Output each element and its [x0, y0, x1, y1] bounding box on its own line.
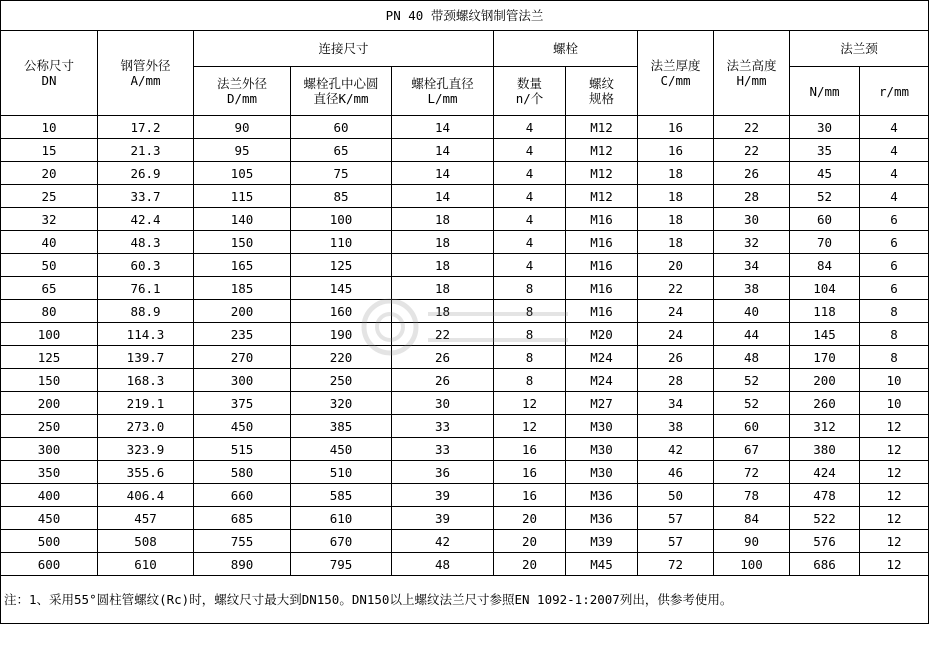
cell-bolt-circle: 250	[291, 369, 392, 392]
cell-bolt-qty: 4	[494, 162, 566, 185]
cell-bolt-hole: 14	[392, 139, 494, 162]
cell-bolt-circle: 450	[291, 438, 392, 461]
cell-thickness: 28	[638, 369, 714, 392]
table-row	[1, 415, 929, 438]
cell-bolt-thread: M45	[566, 553, 638, 576]
cell-bolt-circle: 75	[291, 162, 392, 185]
cell-bolt-circle: 585	[291, 484, 392, 507]
cell-bolt-qty: 16	[494, 438, 566, 461]
cell-bolt-thread: M16	[566, 300, 638, 323]
cell-neck-n: 84	[790, 254, 860, 277]
cell-dn: 100	[1, 323, 98, 346]
cell-flange-od: 235	[194, 323, 291, 346]
cell-bolt-thread: M12	[566, 116, 638, 139]
header-connection: 连接尺寸	[194, 31, 494, 67]
cell-bolt-thread: M16	[566, 254, 638, 277]
cell-bolt-qty: 20	[494, 530, 566, 553]
cell-flange-od: 105	[194, 162, 291, 185]
cell-bolt-circle: 385	[291, 415, 392, 438]
cell-bolt-qty: 8	[494, 346, 566, 369]
cell-dn: 20	[1, 162, 98, 185]
cell-height: 52	[714, 369, 790, 392]
cell-thickness: 20	[638, 254, 714, 277]
cell-dn: 300	[1, 438, 98, 461]
cell-flange-od: 140	[194, 208, 291, 231]
cell-bolt-circle: 795	[291, 553, 392, 576]
cell-neck-r: 12	[860, 438, 929, 461]
cell-height: 38	[714, 277, 790, 300]
cell-thickness: 18	[638, 231, 714, 254]
cell-neck-n: 424	[790, 461, 860, 484]
cell-neck-r: 8	[860, 346, 929, 369]
header-bolt-circle: 螺栓孔中心圆 直径K/mm	[291, 67, 392, 116]
header-flange-od: 法兰外径 D/mm	[194, 67, 291, 116]
cell-neck-n: 260	[790, 392, 860, 415]
cell-bolt-qty: 8	[494, 300, 566, 323]
cell-bolt-qty: 12	[494, 415, 566, 438]
header-bolt-qty: 数量 n/个	[494, 67, 566, 116]
cell-bolt-hole: 39	[392, 507, 494, 530]
cell-bolt-hole: 18	[392, 300, 494, 323]
cell-dn: 450	[1, 507, 98, 530]
cell-bolt-thread: M16	[566, 277, 638, 300]
cell-pipe-od: 26.9	[98, 162, 194, 185]
cell-bolt-thread: M36	[566, 484, 638, 507]
cell-bolt-thread: M24	[566, 346, 638, 369]
cell-height: 22	[714, 116, 790, 139]
cell-height: 28	[714, 185, 790, 208]
cell-bolt-hole: 14	[392, 162, 494, 185]
cell-bolt-hole: 36	[392, 461, 494, 484]
table-row	[1, 277, 929, 300]
table-row	[1, 323, 929, 346]
cell-neck-n: 312	[790, 415, 860, 438]
cell-bolt-qty: 20	[494, 507, 566, 530]
cell-neck-r: 4	[860, 162, 929, 185]
cell-flange-od: 515	[194, 438, 291, 461]
cell-bolt-hole: 42	[392, 530, 494, 553]
cell-bolt-hole: 22	[392, 323, 494, 346]
cell-pipe-od: 48.3	[98, 231, 194, 254]
cell-thickness: 18	[638, 208, 714, 231]
cell-height: 26	[714, 162, 790, 185]
cell-neck-r: 8	[860, 323, 929, 346]
cell-pipe-od: 355.6	[98, 461, 194, 484]
cell-bolt-thread: M12	[566, 139, 638, 162]
cell-bolt-thread: M30	[566, 438, 638, 461]
cell-bolt-thread: M39	[566, 530, 638, 553]
cell-pipe-od: 406.4	[98, 484, 194, 507]
cell-bolt-thread: M30	[566, 415, 638, 438]
cell-bolt-qty: 4	[494, 208, 566, 231]
cell-dn: 25	[1, 185, 98, 208]
cell-neck-n: 686	[790, 553, 860, 576]
cell-neck-r: 10	[860, 369, 929, 392]
cell-neck-n: 104	[790, 277, 860, 300]
cell-bolt-circle: 65	[291, 139, 392, 162]
cell-neck-n: 478	[790, 484, 860, 507]
cell-flange-od: 200	[194, 300, 291, 323]
cell-neck-r: 4	[860, 139, 929, 162]
table-row	[1, 484, 929, 507]
cell-thickness: 16	[638, 116, 714, 139]
cell-bolt-hole: 33	[392, 438, 494, 461]
cell-dn: 50	[1, 254, 98, 277]
table-row	[1, 185, 929, 208]
cell-thickness: 42	[638, 438, 714, 461]
header-neck-r: r/mm	[860, 67, 929, 116]
cell-thickness: 38	[638, 415, 714, 438]
cell-dn: 400	[1, 484, 98, 507]
cell-neck-r: 6	[860, 231, 929, 254]
table-body	[1, 116, 929, 576]
cell-bolt-circle: 220	[291, 346, 392, 369]
cell-bolt-hole: 33	[392, 415, 494, 438]
cell-thickness: 16	[638, 139, 714, 162]
cell-neck-n: 35	[790, 139, 860, 162]
cell-pipe-od: 114.3	[98, 323, 194, 346]
cell-bolt-circle: 110	[291, 231, 392, 254]
cell-bolt-circle: 160	[291, 300, 392, 323]
cell-pipe-od: 21.3	[98, 139, 194, 162]
cell-neck-r: 12	[860, 484, 929, 507]
table-row	[1, 208, 929, 231]
cell-flange-od: 150	[194, 231, 291, 254]
cell-bolt-circle: 670	[291, 530, 392, 553]
cell-flange-od: 450	[194, 415, 291, 438]
cell-thickness: 57	[638, 507, 714, 530]
cell-thickness: 72	[638, 553, 714, 576]
cell-bolt-hole: 30	[392, 392, 494, 415]
cell-neck-n: 118	[790, 300, 860, 323]
table-row	[1, 139, 929, 162]
cell-neck-n: 60	[790, 208, 860, 231]
cell-dn: 500	[1, 530, 98, 553]
header-height: 法兰高度 H/mm	[714, 31, 790, 116]
cell-bolt-circle: 100	[291, 208, 392, 231]
cell-bolt-qty: 4	[494, 116, 566, 139]
cell-flange-od: 115	[194, 185, 291, 208]
cell-neck-n: 576	[790, 530, 860, 553]
cell-bolt-qty: 8	[494, 277, 566, 300]
table-title: PN 40 带颈螺纹钢制管法兰	[1, 1, 929, 31]
cell-bolt-qty: 8	[494, 369, 566, 392]
cell-neck-r: 12	[860, 415, 929, 438]
table-row	[1, 300, 929, 323]
cell-neck-r: 12	[860, 461, 929, 484]
cell-pipe-od: 139.7	[98, 346, 194, 369]
cell-thickness: 22	[638, 277, 714, 300]
cell-thickness: 46	[638, 461, 714, 484]
cell-neck-n: 70	[790, 231, 860, 254]
cell-bolt-circle: 610	[291, 507, 392, 530]
cell-bolt-circle: 145	[291, 277, 392, 300]
header-neck: 法兰颈	[790, 31, 929, 67]
cell-neck-r: 6	[860, 277, 929, 300]
cell-flange-od: 580	[194, 461, 291, 484]
cell-dn: 10	[1, 116, 98, 139]
cell-neck-n: 170	[790, 346, 860, 369]
cell-bolt-qty: 4	[494, 139, 566, 162]
cell-thickness: 57	[638, 530, 714, 553]
table-row	[1, 507, 929, 530]
cell-flange-od: 375	[194, 392, 291, 415]
cell-flange-od: 755	[194, 530, 291, 553]
cell-pipe-od: 323.9	[98, 438, 194, 461]
cell-pipe-od: 88.9	[98, 300, 194, 323]
cell-bolt-qty: 16	[494, 484, 566, 507]
cell-bolt-thread: M20	[566, 323, 638, 346]
cell-flange-od: 660	[194, 484, 291, 507]
cell-neck-r: 4	[860, 185, 929, 208]
cell-flange-od: 685	[194, 507, 291, 530]
cell-neck-n: 200	[790, 369, 860, 392]
cell-neck-r: 6	[860, 208, 929, 231]
cell-dn: 200	[1, 392, 98, 415]
cell-thickness: 18	[638, 162, 714, 185]
cell-height: 40	[714, 300, 790, 323]
cell-bolt-hole: 14	[392, 116, 494, 139]
cell-flange-od: 165	[194, 254, 291, 277]
cell-pipe-od: 610	[98, 553, 194, 576]
table-row	[1, 231, 929, 254]
cell-bolt-hole: 48	[392, 553, 494, 576]
cell-bolt-thread: M16	[566, 208, 638, 231]
table-row	[1, 346, 929, 369]
cell-neck-r: 6	[860, 254, 929, 277]
cell-neck-n: 52	[790, 185, 860, 208]
cell-neck-n: 145	[790, 323, 860, 346]
cell-thickness: 18	[638, 185, 714, 208]
cell-bolt-thread: M12	[566, 185, 638, 208]
cell-flange-od: 270	[194, 346, 291, 369]
cell-bolt-qty: 4	[494, 254, 566, 277]
cell-dn: 150	[1, 369, 98, 392]
cell-dn: 15	[1, 139, 98, 162]
cell-bolt-hole: 26	[392, 369, 494, 392]
cell-dn: 80	[1, 300, 98, 323]
cell-height: 90	[714, 530, 790, 553]
cell-dn: 600	[1, 553, 98, 576]
cell-height: 84	[714, 507, 790, 530]
cell-height: 52	[714, 392, 790, 415]
table-row	[1, 530, 929, 553]
cell-bolt-qty: 8	[494, 323, 566, 346]
cell-dn: 350	[1, 461, 98, 484]
cell-bolt-thread: M36	[566, 507, 638, 530]
cell-height: 22	[714, 139, 790, 162]
cell-neck-r: 12	[860, 553, 929, 576]
cell-pipe-od: 76.1	[98, 277, 194, 300]
cell-height: 30	[714, 208, 790, 231]
header-thickness: 法兰厚度 C/mm	[638, 31, 714, 116]
header-bolts: 螺栓	[494, 31, 638, 67]
cell-neck-r: 12	[860, 507, 929, 530]
cell-neck-n: 45	[790, 162, 860, 185]
cell-height: 67	[714, 438, 790, 461]
cell-bolt-qty: 20	[494, 553, 566, 576]
cell-bolt-hole: 18	[392, 208, 494, 231]
cell-bolt-qty: 4	[494, 185, 566, 208]
cell-bolt-circle: 320	[291, 392, 392, 415]
header-neck-n: N/mm	[790, 67, 860, 116]
table-row	[1, 438, 929, 461]
cell-bolt-circle: 85	[291, 185, 392, 208]
cell-bolt-circle: 510	[291, 461, 392, 484]
header-bolt-thread: 螺纹 规格	[566, 67, 638, 116]
cell-height: 78	[714, 484, 790, 507]
cell-pipe-od: 42.4	[98, 208, 194, 231]
cell-bolt-hole: 39	[392, 484, 494, 507]
cell-bolt-qty: 4	[494, 231, 566, 254]
cell-height: 32	[714, 231, 790, 254]
cell-flange-od: 90	[194, 116, 291, 139]
cell-neck-r: 4	[860, 116, 929, 139]
table-row	[1, 461, 929, 484]
cell-dn: 65	[1, 277, 98, 300]
cell-pipe-od: 508	[98, 530, 194, 553]
cell-bolt-thread: M24	[566, 369, 638, 392]
cell-height: 100	[714, 553, 790, 576]
table-row	[1, 254, 929, 277]
cell-neck-r: 12	[860, 530, 929, 553]
cell-pipe-od: 219.1	[98, 392, 194, 415]
cell-thickness: 26	[638, 346, 714, 369]
cell-bolt-circle: 190	[291, 323, 392, 346]
cell-thickness: 24	[638, 300, 714, 323]
cell-bolt-hole: 18	[392, 254, 494, 277]
table-row	[1, 369, 929, 392]
cell-dn: 125	[1, 346, 98, 369]
table-note: 注：1、采用55°圆柱管螺纹(Rc)时，螺纹尺寸最大到DN150。DN150以上螺纹法兰尺寸参照EN 1092-1:2007列出，供参考使用。	[1, 576, 929, 624]
cell-bolt-qty: 16	[494, 461, 566, 484]
cell-bolt-hole: 18	[392, 231, 494, 254]
cell-pipe-od: 60.3	[98, 254, 194, 277]
cell-neck-n: 30	[790, 116, 860, 139]
table-row	[1, 392, 929, 415]
header-bolt-hole: 螺栓孔直径 L/mm	[392, 67, 494, 116]
cell-height: 34	[714, 254, 790, 277]
cell-flange-od: 300	[194, 369, 291, 392]
cell-bolt-thread: M16	[566, 231, 638, 254]
cell-thickness: 50	[638, 484, 714, 507]
table-row	[1, 553, 929, 576]
cell-bolt-qty: 12	[494, 392, 566, 415]
cell-bolt-hole: 14	[392, 185, 494, 208]
cell-pipe-od: 273.0	[98, 415, 194, 438]
cell-dn: 32	[1, 208, 98, 231]
cell-bolt-thread: M12	[566, 162, 638, 185]
cell-pipe-od: 168.3	[98, 369, 194, 392]
cell-height: 44	[714, 323, 790, 346]
cell-flange-od: 95	[194, 139, 291, 162]
cell-bolt-thread: M27	[566, 392, 638, 415]
cell-height: 48	[714, 346, 790, 369]
cell-bolt-hole: 18	[392, 277, 494, 300]
table-row	[1, 116, 929, 139]
cell-neck-r: 8	[860, 300, 929, 323]
cell-pipe-od: 457	[98, 507, 194, 530]
header-dn: 公称尺寸 DN	[1, 31, 98, 116]
cell-pipe-od: 33.7	[98, 185, 194, 208]
header-pipe-od: 钢管外径 A/mm	[98, 31, 194, 116]
cell-bolt-thread: M30	[566, 461, 638, 484]
cell-neck-r: 10	[860, 392, 929, 415]
cell-dn: 250	[1, 415, 98, 438]
cell-thickness: 24	[638, 323, 714, 346]
table-row	[1, 162, 929, 185]
cell-dn: 40	[1, 231, 98, 254]
cell-pipe-od: 17.2	[98, 116, 194, 139]
cell-height: 72	[714, 461, 790, 484]
cell-neck-n: 380	[790, 438, 860, 461]
cell-bolt-circle: 125	[291, 254, 392, 277]
cell-neck-n: 522	[790, 507, 860, 530]
cell-bolt-hole: 26	[392, 346, 494, 369]
cell-flange-od: 890	[194, 553, 291, 576]
cell-bolt-circle: 60	[291, 116, 392, 139]
cell-flange-od: 185	[194, 277, 291, 300]
cell-thickness: 34	[638, 392, 714, 415]
cell-height: 60	[714, 415, 790, 438]
